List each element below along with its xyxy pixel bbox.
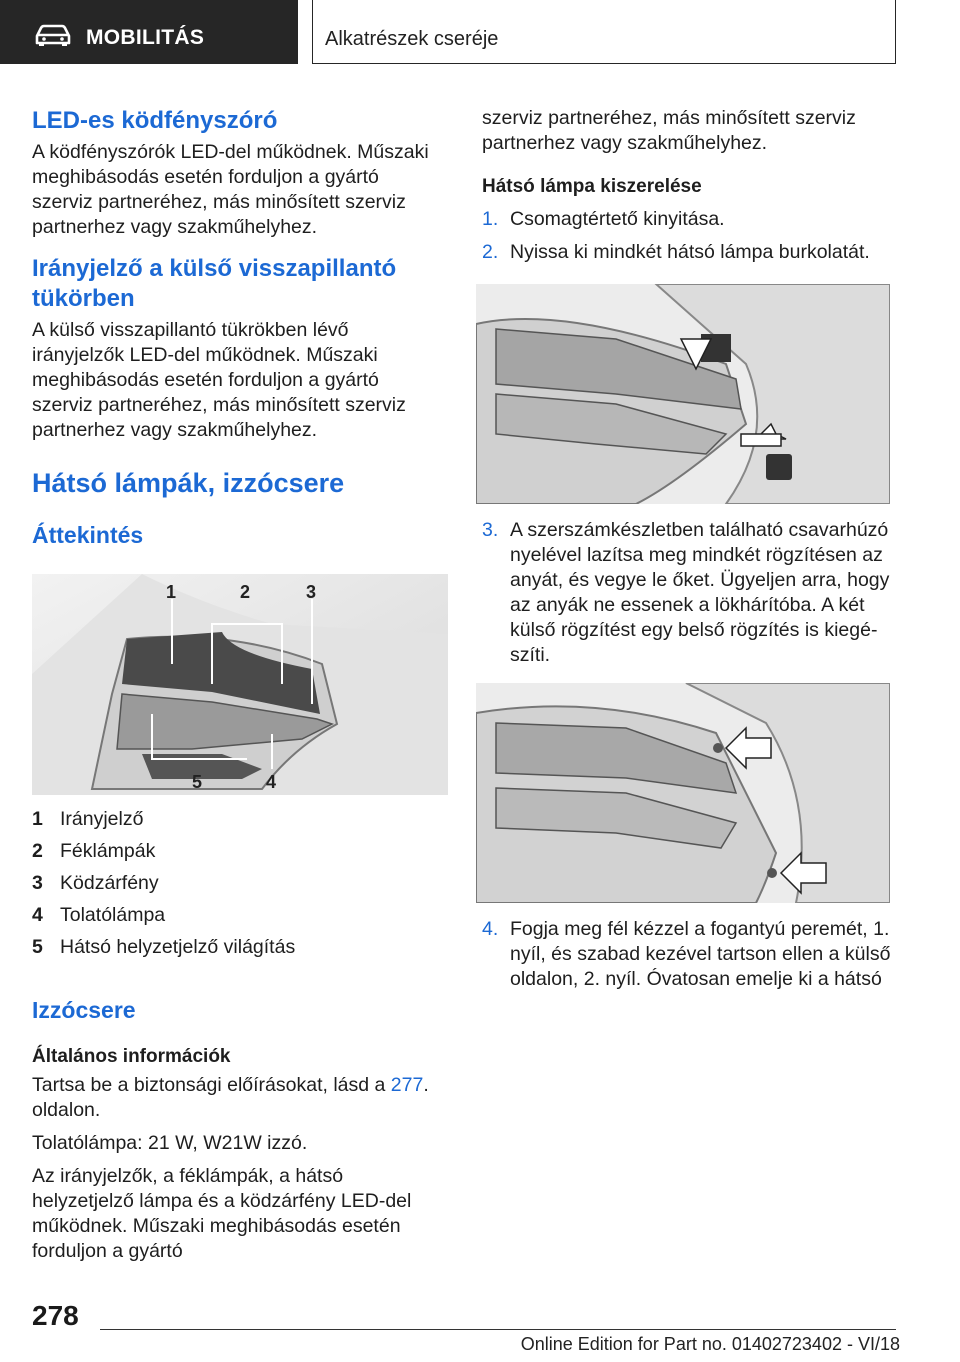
step-number: 4. — [482, 918, 499, 940]
led-fog-body: A ködfényszórók LED-del működnek. Műszaki meghibásodás esetén forduljon a gyártó szerviz partneréhez, más minősített szerviz partnerhez vagy szakműhelyhez. — [32, 141, 429, 238]
heading-rear-lamps: Hátsó lámpák, izzócsere — [32, 468, 345, 498]
legend-label: Féklámpák — [60, 839, 156, 862]
legend-item — [32, 931, 442, 963]
reverse-lamp-spec: Tolatólámpa: 21 W, W21W izzó. — [32, 1132, 308, 1154]
step-text: Csomagtértető kinyitása. — [510, 208, 725, 230]
heading-bulb-change: Izzócsere — [32, 997, 136, 1023]
continuation-text: szerviz partneréhez, más minősített szerviz partnerhez vagy szakműhelyhez. — [482, 107, 856, 154]
general-info-pre: Tartsa be a biztonsági előírásokat, lásd a — [32, 1074, 391, 1096]
chapter-tab — [312, 0, 896, 64]
heading-general-info: Általános információk — [32, 1046, 231, 1067]
step-text: A szerszámkészletben található csavarhúzó nyelével lazítsa meg mindkét rögzítésen az anyát, és vegye le őket. Ügyeljen arra, hogy az anyák ne essenek a lökhárítóba. A két külső rögzítést egy belső rögzítés is kiegészíti. — [510, 519, 890, 666]
step-2 — [482, 240, 892, 265]
legend-label: Tolatólámpa — [60, 903, 166, 926]
legend-item — [32, 803, 442, 835]
legend-item — [32, 835, 442, 867]
step-3 — [482, 518, 894, 668]
legend-item — [32, 899, 442, 931]
legend-number: 4 — [32, 903, 43, 926]
section-title: MOBILITÁS — [86, 26, 205, 49]
fastening-nuts-figure — [476, 683, 890, 903]
legend-item — [32, 867, 442, 899]
step-4 — [482, 917, 896, 992]
callout-2: 2 — [240, 582, 251, 602]
led-note: Az irányjelzők, a féklámpák, a hátsó helyzetjelző lámpa és a ködzárfény LED-del működnek. Műszaki meghibásodás esetén forduljon a gyártó — [32, 1165, 412, 1262]
legend-number: 2 — [32, 839, 43, 862]
page-reference-link[interactable]: 277 — [390, 1074, 424, 1096]
edition-note: Online Edition for Part no. 01402723402 - VI/18 — [520, 1334, 900, 1354]
callout-5: 5 — [192, 772, 203, 792]
chapter-title: Alkatrészek cseréje — [325, 28, 499, 50]
page-number: 278 — [32, 1300, 79, 1331]
right-column-top — [482, 106, 892, 265]
step-text: Fogja meg fél kézzel a fogantyú peremét, 1. nyíl, és szabad kezével tartson ellen a külső oldalon, 2. nyíl. Óvatosan emelje ki a hátsó — [510, 918, 891, 990]
legend-label: Ködzárfény — [60, 871, 159, 894]
callout-3: 3 — [306, 582, 317, 602]
figure-legend — [32, 803, 442, 963]
left-column-bottom — [32, 996, 444, 1264]
step-number: 3. — [482, 519, 499, 541]
heading-led-fog: LED-es ködfényszóró — [32, 107, 278, 134]
general-info-post: . oldalon. — [32, 1074, 429, 1121]
lamp-cover-figure — [476, 284, 890, 504]
legend-label: Hátsó helyzetjelző világítás — [60, 935, 296, 958]
step-text: Nyissa ki mindkét hátsó lámpa burkolatát. — [510, 241, 870, 263]
step-1 — [482, 207, 892, 232]
rear-lamp-overview-figure — [32, 574, 448, 795]
step-number: 2. — [482, 241, 499, 263]
heading-removal: Hátsó lámpa kiszerelése — [482, 176, 702, 197]
car-icon — [34, 24, 72, 46]
section-tab — [0, 0, 298, 64]
heading-mirror-indicator: Irányjelző a külső visszapillantó tükörben — [32, 255, 397, 312]
step-number: 1. — [482, 208, 499, 230]
left-column-top — [32, 106, 442, 549]
callout-4: 4 — [266, 772, 277, 792]
legend-number: 3 — [32, 871, 43, 894]
legend-label: Irányjelző — [60, 807, 144, 830]
mirror-indicator-body: A külső visszapillantó tükrökben lévő irányjelzők LED-del működnek. Műszaki meghibásodás esetén forduljon a gyártó szerviz partneréhez, más minősített szerviz partnerhez vagy szakműhelyhez. — [32, 319, 406, 441]
legend-number: 5 — [32, 935, 43, 958]
heading-overview: Áttekintés — [32, 522, 144, 548]
callout-1: 1 — [166, 582, 177, 602]
legend-number: 1 — [32, 807, 43, 830]
general-info-text — [32, 1073, 444, 1123]
footer-divider — [100, 1329, 896, 1330]
